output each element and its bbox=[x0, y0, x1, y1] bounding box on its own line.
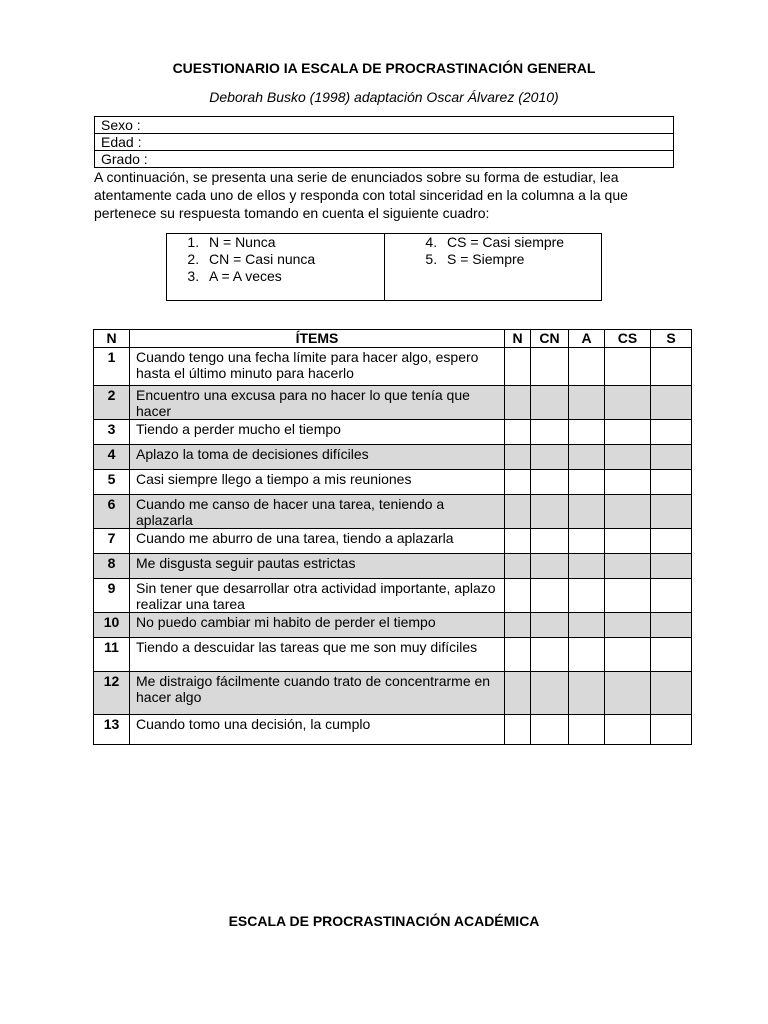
header-items: ÍTEMS bbox=[130, 330, 505, 348]
item-text: Me disgusta seguir pautas estrictas bbox=[130, 554, 505, 579]
answer-cell-casi-nunca[interactable] bbox=[531, 348, 569, 386]
answer-cell-casi-siempre[interactable] bbox=[605, 554, 651, 579]
item-number: 11 bbox=[94, 638, 130, 672]
answer-cell-a-veces[interactable] bbox=[569, 613, 605, 638]
answer-cell-siempre[interactable] bbox=[651, 579, 692, 613]
grado-field[interactable]: Grado : bbox=[95, 151, 674, 168]
item-number: 7 bbox=[94, 529, 130, 554]
answer-cell-siempre[interactable] bbox=[651, 386, 692, 420]
item-number: 1 bbox=[94, 348, 130, 386]
personal-info-box bbox=[94, 116, 674, 168]
sexo-field[interactable]: Sexo : bbox=[95, 117, 674, 134]
answer-cell-nunca[interactable] bbox=[505, 638, 531, 672]
answer-cell-siempre[interactable] bbox=[651, 495, 692, 529]
answer-cell-nunca[interactable] bbox=[505, 579, 531, 613]
item-text: Me distraigo fácilmente cuando trato de concentrarme en hacer algo bbox=[130, 672, 505, 715]
item-text: Cuando tomo una decisión, la cumplo bbox=[130, 715, 505, 745]
table-row bbox=[94, 420, 692, 445]
answer-cell-nunca[interactable] bbox=[505, 672, 531, 715]
answer-cell-casi-siempre[interactable] bbox=[605, 348, 651, 386]
table-row bbox=[94, 445, 692, 470]
answer-cell-casi-siempre[interactable] bbox=[605, 529, 651, 554]
legend-item-a-veces: 3. A = A veces bbox=[203, 268, 384, 285]
answer-cell-casi-nunca[interactable] bbox=[531, 495, 569, 529]
table-row bbox=[94, 672, 692, 715]
header-casi-nunca: CN bbox=[531, 330, 569, 348]
item-number: 3 bbox=[94, 420, 130, 445]
item-number: 8 bbox=[94, 554, 130, 579]
answer-cell-a-veces[interactable] bbox=[569, 495, 605, 529]
legend-right-column bbox=[385, 234, 601, 300]
answer-cell-siempre[interactable] bbox=[651, 470, 692, 495]
section-title-academic: ESCALA DE PROCRASTINACIÓN ACADÉMICA bbox=[228, 913, 540, 929]
item-text: No puedo cambiar mi habito de perder el tiempo bbox=[130, 613, 505, 638]
item-text: Tiendo a perder mucho el tiempo bbox=[130, 420, 505, 445]
instructions-text: A continuación, se presenta una serie de enunciados sobre su forma de estudiar, lea atentamente cada uno de ellos y responda con total sinceridad en la columna a la que pertenece su respuesta tomando en cuenta el siguiente cuadro: bbox=[94, 169, 628, 221]
answer-cell-nunca[interactable] bbox=[505, 715, 531, 745]
answer-cell-siempre[interactable] bbox=[651, 445, 692, 470]
legend-item-siempre: 5. S = Siempre bbox=[441, 251, 601, 268]
table-row bbox=[94, 348, 692, 386]
answer-cell-casi-siempre[interactable] bbox=[605, 386, 651, 420]
answer-cell-casi-nunca[interactable] bbox=[531, 638, 569, 672]
item-number: 10 bbox=[94, 613, 130, 638]
table-row bbox=[94, 715, 692, 745]
item-number: 12 bbox=[94, 672, 130, 715]
answer-cell-siempre[interactable] bbox=[651, 348, 692, 386]
answer-cell-casi-siempre[interactable] bbox=[605, 672, 651, 715]
answer-cell-casi-nunca[interactable] bbox=[531, 445, 569, 470]
document-subtitle: Deborah Busko (1998) adaptación Oscar Álvarez (2010) bbox=[209, 89, 559, 105]
legend-left-column bbox=[167, 234, 385, 300]
answer-cell-casi-nunca[interactable] bbox=[531, 420, 569, 445]
answer-cell-siempre[interactable] bbox=[651, 420, 692, 445]
item-text: Tiendo a descuidar las tareas que me son muy difíciles bbox=[130, 638, 505, 672]
items-table bbox=[93, 329, 692, 745]
item-text: Sin tener que desarrollar otra actividad importante, aplazo realizar una tarea bbox=[130, 579, 505, 613]
document-title: CUESTIONARIO IA ESCALA DE PROCRASTINACIÓN GENERAL bbox=[172, 60, 596, 76]
answer-cell-casi-nunca[interactable] bbox=[531, 529, 569, 554]
answer-cell-casi-siempre[interactable] bbox=[605, 420, 651, 445]
answer-cell-a-veces[interactable] bbox=[569, 554, 605, 579]
item-text: Cuando me aburro de una tarea, tiendo a aplazarla bbox=[130, 529, 505, 554]
answer-cell-siempre[interactable] bbox=[651, 638, 692, 672]
answer-cell-nunca[interactable] bbox=[505, 348, 531, 386]
answer-cell-casi-nunca[interactable] bbox=[531, 672, 569, 715]
answer-cell-a-veces[interactable] bbox=[569, 529, 605, 554]
answer-cell-nunca[interactable] bbox=[505, 470, 531, 495]
item-text: Aplazo la toma de decisiones difíciles bbox=[130, 445, 505, 470]
answer-cell-casi-nunca[interactable] bbox=[531, 715, 569, 745]
answer-cell-casi-nunca[interactable] bbox=[531, 386, 569, 420]
header-number: N bbox=[94, 330, 130, 348]
answer-cell-casi-siempre[interactable] bbox=[605, 495, 651, 529]
answer-cell-casi-siempre[interactable] bbox=[605, 470, 651, 495]
response-legend-box bbox=[166, 233, 602, 301]
table-row bbox=[94, 529, 692, 554]
table-header-row bbox=[94, 330, 692, 348]
table-row bbox=[94, 554, 692, 579]
answer-cell-siempre[interactable] bbox=[651, 715, 692, 745]
legend-item-casi-siempre: 4. CS = Casi siempre bbox=[441, 234, 601, 251]
item-text: Cuando me canso de hacer una tarea, teniendo a aplazarla bbox=[130, 495, 505, 529]
header-a-veces: A bbox=[569, 330, 605, 348]
item-number: 9 bbox=[94, 579, 130, 613]
answer-cell-siempre[interactable] bbox=[651, 672, 692, 715]
answer-cell-casi-siempre[interactable] bbox=[605, 715, 651, 745]
item-text: Casi siempre llego a tiempo a mis reuniones bbox=[130, 470, 505, 495]
answer-cell-nunca[interactable] bbox=[505, 613, 531, 638]
answer-cell-siempre[interactable] bbox=[651, 529, 692, 554]
item-number: 4 bbox=[94, 445, 130, 470]
answer-cell-a-veces[interactable] bbox=[569, 672, 605, 715]
table-row bbox=[94, 470, 692, 495]
edad-field[interactable]: Edad : bbox=[95, 134, 674, 151]
answer-cell-casi-nunca[interactable] bbox=[531, 554, 569, 579]
answer-cell-a-veces[interactable] bbox=[569, 470, 605, 495]
item-text: Encuentro una excusa para no hacer lo que tenía que hacer bbox=[130, 386, 505, 420]
answer-cell-a-veces[interactable] bbox=[569, 348, 605, 386]
answer-cell-casi-siempre[interactable] bbox=[605, 579, 651, 613]
answer-cell-casi-nunca[interactable] bbox=[531, 579, 569, 613]
table-row bbox=[94, 495, 692, 529]
answer-cell-siempre[interactable] bbox=[651, 554, 692, 579]
table-row bbox=[94, 638, 692, 672]
header-siempre: S bbox=[651, 330, 692, 348]
answer-cell-casi-siempre[interactable] bbox=[605, 445, 651, 470]
legend-item-casi-nunca: 2. CN = Casi nunca bbox=[203, 251, 384, 268]
table-row bbox=[94, 579, 692, 613]
answer-cell-nunca[interactable] bbox=[505, 495, 531, 529]
answer-cell-a-veces[interactable] bbox=[569, 386, 605, 420]
answer-cell-a-veces[interactable] bbox=[569, 715, 605, 745]
item-text: Cuando tengo una fecha límite para hacer algo, espero hasta el último minuto para hacerlo bbox=[130, 348, 505, 386]
item-number: 13 bbox=[94, 715, 130, 745]
header-nunca: N bbox=[505, 330, 531, 348]
item-number: 2 bbox=[94, 386, 130, 420]
answer-cell-a-veces[interactable] bbox=[569, 420, 605, 445]
answer-cell-casi-nunca[interactable] bbox=[531, 470, 569, 495]
table-row bbox=[94, 613, 692, 638]
answer-cell-siempre[interactable] bbox=[651, 613, 692, 638]
items-table-body bbox=[94, 348, 692, 745]
answer-cell-nunca[interactable] bbox=[505, 420, 531, 445]
table-row bbox=[94, 386, 692, 420]
answer-cell-nunca[interactable] bbox=[505, 445, 531, 470]
item-number: 5 bbox=[94, 470, 130, 495]
item-number: 6 bbox=[94, 495, 130, 529]
answer-cell-casi-siempre[interactable] bbox=[605, 638, 651, 672]
answer-cell-nunca[interactable] bbox=[505, 386, 531, 420]
answer-cell-nunca[interactable] bbox=[505, 529, 531, 554]
answer-cell-a-veces[interactable] bbox=[569, 638, 605, 672]
answer-cell-nunca[interactable] bbox=[505, 554, 531, 579]
answer-cell-casi-siempre[interactable] bbox=[605, 613, 651, 638]
answer-cell-a-veces[interactable] bbox=[569, 579, 605, 613]
header-casi-siempre: CS bbox=[605, 330, 651, 348]
legend-item-nunca: 1. N = Nunca bbox=[203, 234, 384, 251]
answer-cell-casi-nunca[interactable] bbox=[531, 613, 569, 638]
answer-cell-a-veces[interactable] bbox=[569, 445, 605, 470]
